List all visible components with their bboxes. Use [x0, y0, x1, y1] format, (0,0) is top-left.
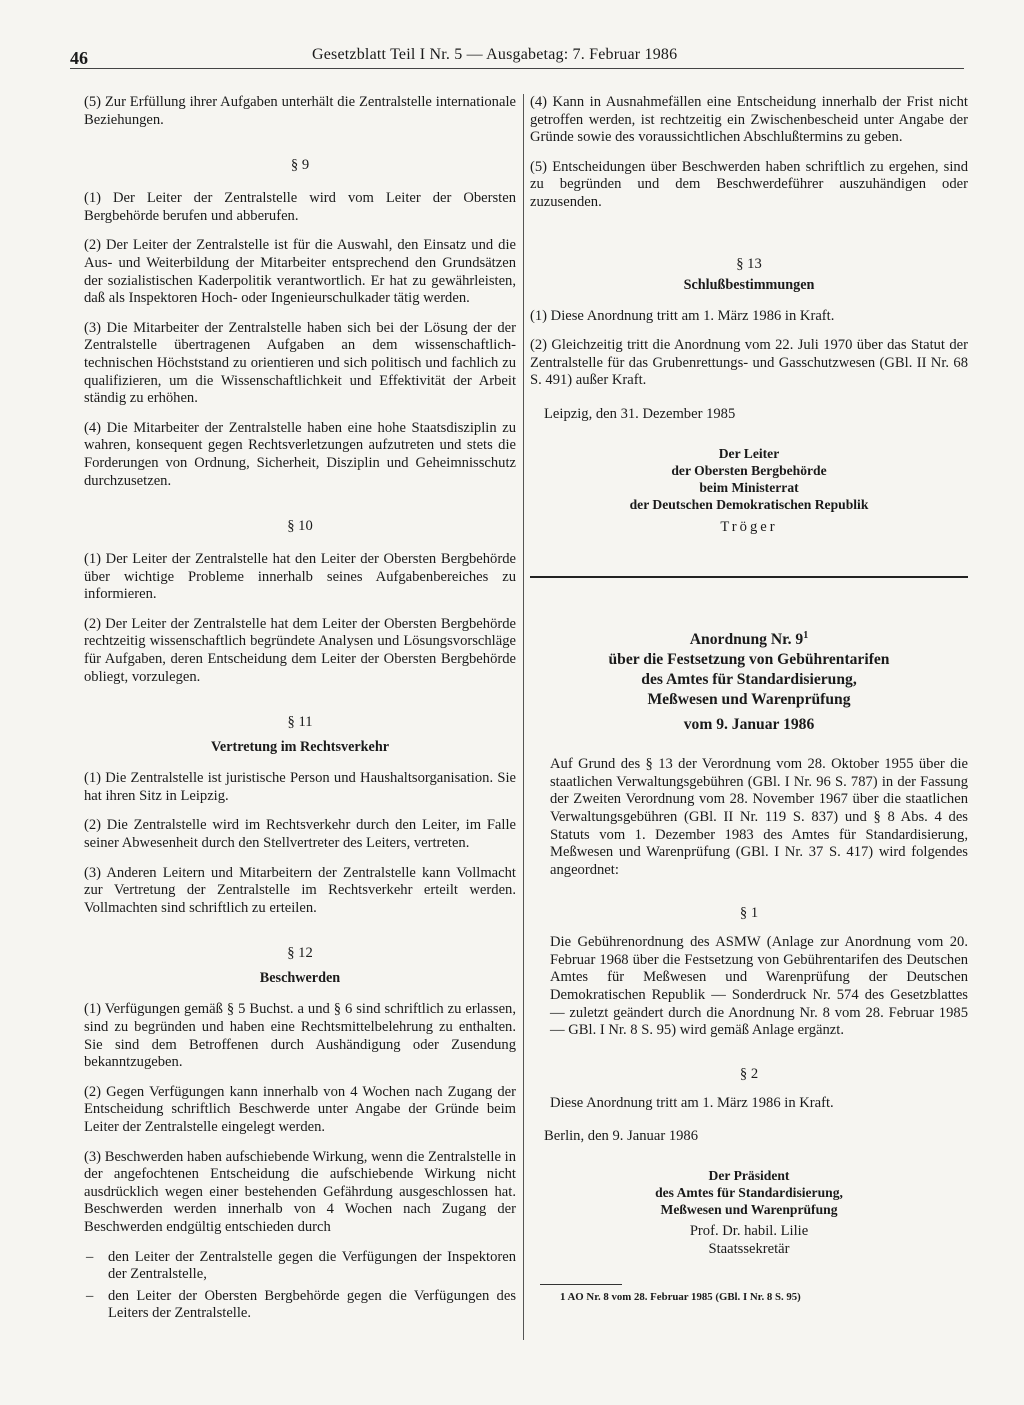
signature-line: beim Ministerrat	[699, 479, 799, 495]
ordinance-section-1-heading: § 1	[739, 905, 759, 922]
paragraph-8-5: (5) Zur Erfüllung ihrer Aufgaben unterhält die Zentralstelle internationale Beziehungen.	[84, 94, 516, 128]
page-header	[70, 44, 964, 70]
footnote: 1 AO Nr. 8 vom 28. Februar 1985 (GBl. I Nr. 8 S. 95)	[560, 1291, 801, 1304]
list-item: – den Leiter der Zentralstelle gegen die Verfügungen der Inspektoren der Zentralstelle,	[84, 1249, 516, 1284]
paragraph-12-4: (4) Kann in Ausnahmefällen eine Entscheidung innerhalb der Frist nicht getroffen werden, ist rechtzeitig ein Zwischenbescheid unter Angabe der Gründe sowie des voraussichtlichen Abschlußtermins zu geben.	[530, 94, 968, 146]
ordinance-title-line: des Amtes für Standardisierung,	[641, 671, 857, 689]
signature-line: der Obersten Bergbehörde	[671, 462, 827, 478]
right-column	[530, 94, 968, 1303]
ordinance-title	[530, 626, 968, 710]
signatory-name-2: Prof. Dr. habil. Lilie	[689, 1223, 809, 1240]
paragraph-12-5: (5) Entscheidungen über Beschwerden haben schriftlich zu ergehen, sind zu begründen und dem Beschwerdeführer auszuhändigen oder zuzusenden.	[530, 158, 968, 210]
paragraph-12-3: (3) Beschwerden haben aufschiebende Wirkung, wenn die Zentralstelle in der angefochtenen Entscheidung die aufschiebende Wirkung nicht ausdrücklich wegen einer bestehenden Gefährdung ausgeschlossen hat. Beschwerden werden innerhalb von 4 Wochen nach Zugang der Beschwerden endgültig entschieden durch	[84, 1148, 516, 1235]
ordinance-section-2-heading: § 2	[739, 1065, 759, 1082]
signature-block-2	[530, 1167, 968, 1218]
signature-block-1	[530, 445, 968, 513]
footnote-rule	[540, 1284, 622, 1285]
ordinance-section-1-text: Die Gebührenordnung des ASMW (Anlage zur Anordnung vom 20. Februar 1968 über die Festsetzung von Gebührentarifen des Deutschen Amtes für Meßwesen und Warenprüfung der Deutschen Demokratischen Republik — Sonderdruck Nr. 574 des Gesetzblattes — zuletzt geändert durch die Anordnung Nr. 8 vom 28. Februar 1985 — GBl. I Nr. 8 S. 95) wird gemäß Anlage ergänzt.	[550, 934, 968, 1039]
paragraph-13-1: (1) Diese Anordnung tritt am 1. März 1986 in Kraft.	[530, 307, 835, 324]
ordinance-title-line: über die Festsetzung von Gebührentarifen	[608, 651, 890, 669]
paragraph-12-2: (2) Gegen Verfügungen kann innerhalb von 4 Wochen nach Zugang der Entscheidung schriftlich Beschwerde unter Angabe der Gründe beim Leiter der Zentralstelle eingelegt werden.	[84, 1083, 516, 1135]
paragraph-9-3: (3) Die Mitarbeiter der Zentralstelle haben sich bei der Lösung der der Zentralstelle übertragenen Aufgaben an dem wissenschaftlich-technischen Höchststand zu orientieren und sich politisch und fachlich zu qualifizieren, um die Wissenschaftlichkeit und Effektivität der Arbeit ständig zu erhöhen.	[84, 319, 516, 407]
section-9-heading: § 9	[290, 157, 310, 174]
signatory-name-1: Tröger	[720, 518, 778, 535]
section-12-title: Beschwerden	[259, 970, 341, 987]
paragraph-11-3: (3) Anderen Leitern und Mitarbeitern der Zentralstelle kann Vollmacht zur Vertretung der Zentralstelle im Rechtsverkehr erteilt werden. Vollmachten sind schriftlich zu erteilen.	[84, 864, 516, 916]
paragraph-12-1: (1) Verfügungen gemäß § 5 Buchst. a und § 6 sind schriftlich zu erlassen, sind zu begründen und haben eine Rechtsmittelbelehrung zu enthalten. Sie sind dem Betroffenen durch Aushändigung oder Zusendung bekanntzugeben.	[84, 1001, 516, 1071]
paragraph-13-2: (2) Gleichzeitig tritt die Anordnung vom 22. Juli 1970 über das Statut der Zentralstelle für das Grubenrettungs- und Gasschutzwesen (GBl. II Nr. 68 S. 491) außer Kraft.	[530, 337, 968, 389]
signature-line: Der Leiter	[718, 445, 780, 461]
section-10-heading: § 10	[287, 518, 313, 535]
ordinance-preamble: Auf Grund des § 13 der Verordnung vom 28. Oktober 1955 über die staatlichen Verwaltungsgebühren (GBl. I Nr. 96 S. 787) in der Fassung der Zweiten Verordnung vom 28. November 1967 über die staatlichen Verwaltungsgebühren (GBl. II Nr. 119 S. 837) und § 8 Abs. 4 des Statuts vom 1. Dezember 1983 des Amtes für Standardisierung, Meßwesen und Warenprüfung (GBl. I Nr. 37 S. 417) wird folgendes angeordnet:	[550, 756, 968, 878]
place-date-leipzig: Leipzig, den 31. Dezember 1985	[544, 405, 736, 422]
signatory-role-2: Staatssekretär	[708, 1241, 790, 1258]
paragraph-9-2: (2) Der Leiter der Zentralstelle ist für die Auswahl, den Einsatz und die Aus- und Weiterbildung der Mitarbeiter entsprechend den Grundsätzen der sozialistischen Kaderpolitik verantwortlich. Er hat zu gewährleisten, daß als Inspektoren Hoch- oder Ingenieurschulkader tätig werden.	[84, 237, 516, 307]
section-13-title: Schlußbestimmungen	[683, 276, 815, 293]
signature-line: Der Präsident	[708, 1168, 790, 1184]
paragraph-10-2: (2) Der Leiter der Zentralstelle hat dem Leiter der Obersten Bergbehörde rechtzeitig wissenschaftlich begründete Analysen und Lösungsvorschläge für Aufgaben, deren Entscheidung dem Leiter der Obersten Bergbehörde obliegt, vorzulegen.	[84, 615, 516, 685]
page-number: 46	[70, 48, 88, 68]
section-12-heading: § 12	[287, 945, 313, 962]
ordinance-title-line: Anordnung Nr. 9	[689, 631, 804, 649]
paragraph-10-1: (1) Der Leiter der Zentralstelle hat den Leiter der Obersten Bergbehörde über wichtige Probleme innerhalb seines Aufgabenbereiches zu informieren.	[84, 551, 516, 603]
signature-line: der Deutschen Demokratischen Republik	[629, 496, 869, 512]
signature-line: des Amtes für Standardisierung,	[655, 1185, 843, 1201]
document-separator	[530, 576, 968, 578]
paragraph-11-2: (2) Die Zentralstelle wird im Rechtsverkehr durch den Leiter, im Falle seiner Abwesenheit durch den Stellvertreter des Leiters, vertreten.	[84, 817, 516, 852]
section-13-heading: § 13	[736, 255, 762, 272]
signature-line: Meßwesen und Warenprüfung	[660, 1202, 838, 1218]
list-item: – den Leiter der Obersten Bergbehörde gegen die Verfügungen des Leiters der Zentralstelle.	[84, 1288, 516, 1323]
place-date-berlin: Berlin, den 9. Januar 1986	[544, 1128, 699, 1145]
footnote-marker: 1	[803, 629, 809, 641]
ordinance-title-line: Meßwesen und Warenprüfung	[647, 691, 851, 709]
column-divider	[523, 94, 524, 1340]
paragraph-9-4: (4) Die Mitarbeiter der Zentralstelle haben eine hohe Staatsdisziplin zu wahren, konsequent gegen Rechtsverletzungen aufzutreten und stets die Forderungen von Ordnung, Sicherheit, Disziplin und Geheimnisschutz durchzusetzen.	[84, 419, 516, 489]
header-rule	[70, 68, 964, 69]
ordinance-date: vom 9. Januar 1986	[683, 716, 815, 734]
ordinance-section-2-text: Diese Anordnung tritt am 1. März 1986 in Kraft.	[550, 1094, 834, 1111]
section-11-title: Vertretung im Rechtsverkehr	[210, 739, 390, 756]
section-11-heading: § 11	[287, 714, 313, 731]
paragraph-11-1: (1) Die Zentralstelle ist juristische Person und Haushaltsorganisation. Sie hat ihren Sitz in Leipzig.	[84, 770, 516, 804]
left-column	[84, 94, 516, 1331]
appeal-authority-list	[84, 1249, 516, 1323]
running-head: Gesetzblatt Teil I Nr. 5 — Ausgabetag: 7. Februar 1986	[312, 46, 678, 63]
paragraph-9-1: (1) Der Leiter der Zentralstelle wird vom Leiter der Obersten Bergbehörde berufen und abberufen.	[84, 190, 516, 224]
